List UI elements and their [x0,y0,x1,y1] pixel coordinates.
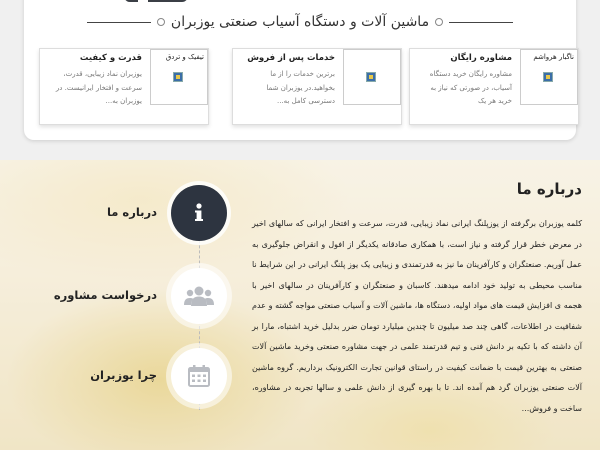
about-title: درباره ما [516,180,582,198]
info-icon [189,202,209,224]
card-image-alt: تیفیک و تردق [165,53,204,61]
users-icon [184,285,214,307]
feature-label-why[interactable]: چرا یوزبران [90,368,157,382]
broken-image-icon [173,72,183,82]
divider [449,22,513,23]
card-image[interactable] [520,49,578,105]
card-image[interactable] [343,49,401,105]
about-feature-button[interactable] [171,185,227,241]
section-title: ماشین آلات و دستگاه آسیاب صنعتی یوزبران [170,14,430,30]
card-image-alt: ناگبار هرواشم [533,53,574,61]
card-text: مشاوره رایگان خرید دستگاه آسیاب، در صورتی که نیاز به خرید هر یک [429,70,512,105]
divider [87,22,151,23]
circle-icon [435,18,443,26]
feature-label-consultation[interactable]: درخواست مشاوره [53,288,157,302]
card-title[interactable]: خدمات پس از فروش [247,53,335,63]
top-panel [24,0,576,140]
section-title-row [24,10,576,34]
broken-image-icon [543,72,553,82]
card-title[interactable]: قدرت و کیفیت [79,53,142,63]
feature-label-about[interactable]: درباره ما [106,205,157,219]
about-text: کلمه یوزبران برگرفته از یوزپلنگ ایرانی نماد زیبایی، قدرت، سرعت و افتخار ایرانی که سالهای اخیر در معرض خطر قرار گرفته و نیاز است، با همکاری صادقانه یکدیگر از افول و انقراض جلوگیری به عمل آوریم. صنعتگران و کارآفرینان ما نیز به قدرتمندی و زیبایی یک یوز پلنگ ایرانی در این شرایط نا مناسب محیطی به تولید خود ادامه میدهند. کاسبان و صنعتگران و کارآفرینان در سالهای اخیر با هجمه ی افزایش قیمت های مواد اولیه، دستگاه ها، ماشین آلات و آسیاب صنعتی مواجه گشته و عدم شفافیت در اطلاعات، گاهی چند صد میلیون تا چندین میلیارد تومان ضرر بدلیل خرید اشتباه، مارا بر آن داشته که با تکیه بر دانش فنی و تیم قدرتمند علمی در جهت مشاوره صنعتی وخرید ماشین آلات صنعتی به بهترین قیمت با ضمانت کیفیت در راستای قوانین تجارت الکترونیک برداریم. گروه ماشین آلات صنعتی یوزبران گرد هم آمده اند. تا با بهره گیری از دانش علمی و سالها تجربه در مشاوره، ساخت و فروش... [252,219,582,413]
card-text: برترین خدمات را از ما بخواهید.در یوزبران شما دسترسی کامل به... [266,70,335,105]
consultation-feature-button[interactable] [171,268,227,324]
broken-image-icon [366,72,376,82]
card-text: یوزبران نماد زیبایی، قدرت، سرعت و افتخار ایرانیست. در یوزبران به... [55,70,142,105]
card-image[interactable] [150,49,208,105]
card-after-sales[interactable] [232,48,402,125]
calendar-icon [187,364,211,388]
card-free-consultation[interactable] [409,48,579,125]
header-tab[interactable] [124,0,188,2]
about-section [0,160,600,450]
card-power-quality[interactable] [39,48,209,125]
circle-icon [157,18,165,26]
why-feature-button[interactable] [171,348,227,404]
card-title[interactable]: مشاوره رایگان [450,53,512,63]
